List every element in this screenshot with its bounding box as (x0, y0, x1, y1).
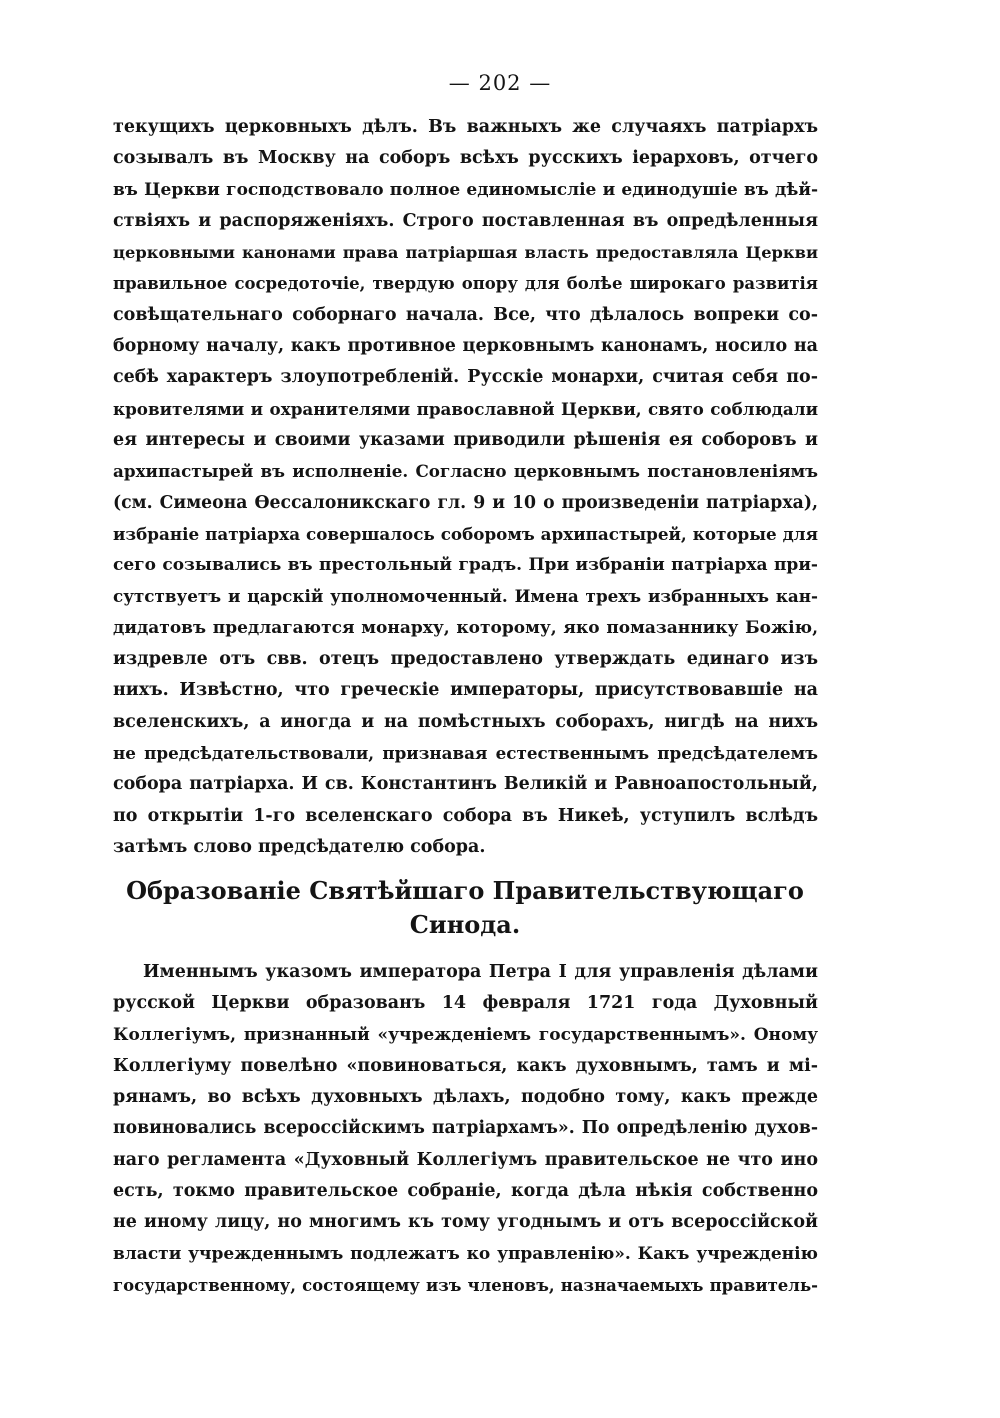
text-line: затѣмъ слово предсѣдателю собора. (113, 836, 486, 857)
paragraph-1 (113, 112, 818, 863)
text-line: архипастырей въ исполненіе. Согласно церковнымъ постановленіямъ (113, 461, 818, 482)
text-line: не предсѣдательствовали, признавая естественнымъ предсѣдателемъ (113, 742, 818, 763)
text-line: въ Церкви господствовало полное единомысліе и единодушіе въ дѣй- (113, 179, 818, 200)
text-line: избраніе патріарха совершалось соборомъ архипастырей, которые для (113, 523, 818, 544)
text-line: по открытіи 1-го вселенскаго собора въ Никеѣ, уступилъ вслѣдъ (113, 805, 818, 826)
text-line: нихъ. Извѣстно, что греческіе императоры, присутствовавшіе на (113, 680, 818, 701)
text-line: церковными канонами права патріаршая власть предоставляла Церкви (113, 243, 818, 263)
text-line: текущихъ церковныхъ дѣлъ. Въ важныхъ же случаяхъ патріархъ (113, 117, 818, 137)
page-number: — 202 — (448, 71, 552, 95)
text-line: кровителями и охранителями православной Церкви, свято соблюдали (113, 398, 818, 419)
text-line: совѣщательнаго соборнаго начала. Все, что дѣлалось вопреки со- (113, 304, 818, 325)
text-line: государственному, состоящему изъ членовъ, назначаемыхъ правитель- (113, 1275, 818, 1295)
text-line: сего созывались въ престольный градъ. При избраніи патріарха при- (113, 555, 818, 576)
text-line: ствіяхъ и распоряженіяхъ. Строго поставленная въ опредѣленныя (113, 210, 818, 231)
text-line: правильное сосредоточіе, твердую опору для болѣе широкаго развитія (113, 274, 818, 294)
text-line: сутствуетъ и царскій уполномоченный. Имена трехъ избранныхъ кан- (113, 586, 818, 607)
text-line: власти учрежденнымъ подлежатъ ко управленію». Какъ учрежденію (113, 1243, 818, 1264)
text-line: есть, токмо правительское собраніе, когда дѣла нѣкія собственно (113, 1181, 818, 1202)
text-line: себѣ характеръ злоупотребленій. Русскіе монархи, считая себя по- (113, 367, 818, 388)
text-line: рянамъ, во всѣхъ духовныхъ дѣлахъ, подобно тому, какъ прежде (113, 1087, 818, 1108)
text-line: ея интересы и своими указами приводили рѣшенія ея соборовъ и (113, 429, 818, 450)
paragraph-2 (113, 957, 818, 1301)
text-line: Именнымъ указомъ императора Петра I для управленія дѣлами (143, 962, 818, 982)
text-line: Коллегіуму повелѣно «повиноваться, какъ духовнымъ, тамъ и мі- (113, 1055, 818, 1076)
text-line: Коллегіумъ, признанный «учрежденіемъ государственнымъ». Оному (113, 1024, 818, 1045)
text-line: издревле отъ свв. отецъ предоставлено утверждать единаго изъ (113, 649, 818, 670)
text-line: дидатовъ предлагаются монарху, которому, яко помазаннику Божію, (113, 617, 818, 638)
section-heading (100, 874, 830, 942)
text-line: (см. Симеона Ѳессалоникскаго гл. 9 и 10 о произведеніи патріарха), (113, 492, 818, 513)
text-line: вселенскихъ, а иногда и на помѣстныхъ соборахъ, нигдѣ на нихъ (113, 711, 818, 732)
text-line: не иному лицу, но многимъ къ тому угоднымъ и отъ всероссійской (113, 1212, 818, 1233)
section-heading-line-1: Образованіе Святѣйшаго Правительствующаго (126, 876, 804, 905)
text-line: борному началу, какъ противное церковнымъ канонамъ, носило на (113, 336, 818, 357)
text-line: наго регламента «Духовный Коллегіумъ правительское не что ино (113, 1149, 818, 1170)
text-line: созывалъ въ Москву на соборъ всѣхъ русскихъ іерарховъ, отчего (113, 148, 818, 169)
section-heading-line-2: Синода. (409, 910, 521, 939)
text-line: собора патріарха. И св. Константинъ Великій и Равноапостольный, (113, 774, 818, 795)
text-line: повиновались всероссійскимъ патріархамъ». По опредѣленію духов- (113, 1118, 818, 1139)
text-line: русской Церкви образованъ 14 февраля 1721 года Духовный (113, 993, 818, 1014)
